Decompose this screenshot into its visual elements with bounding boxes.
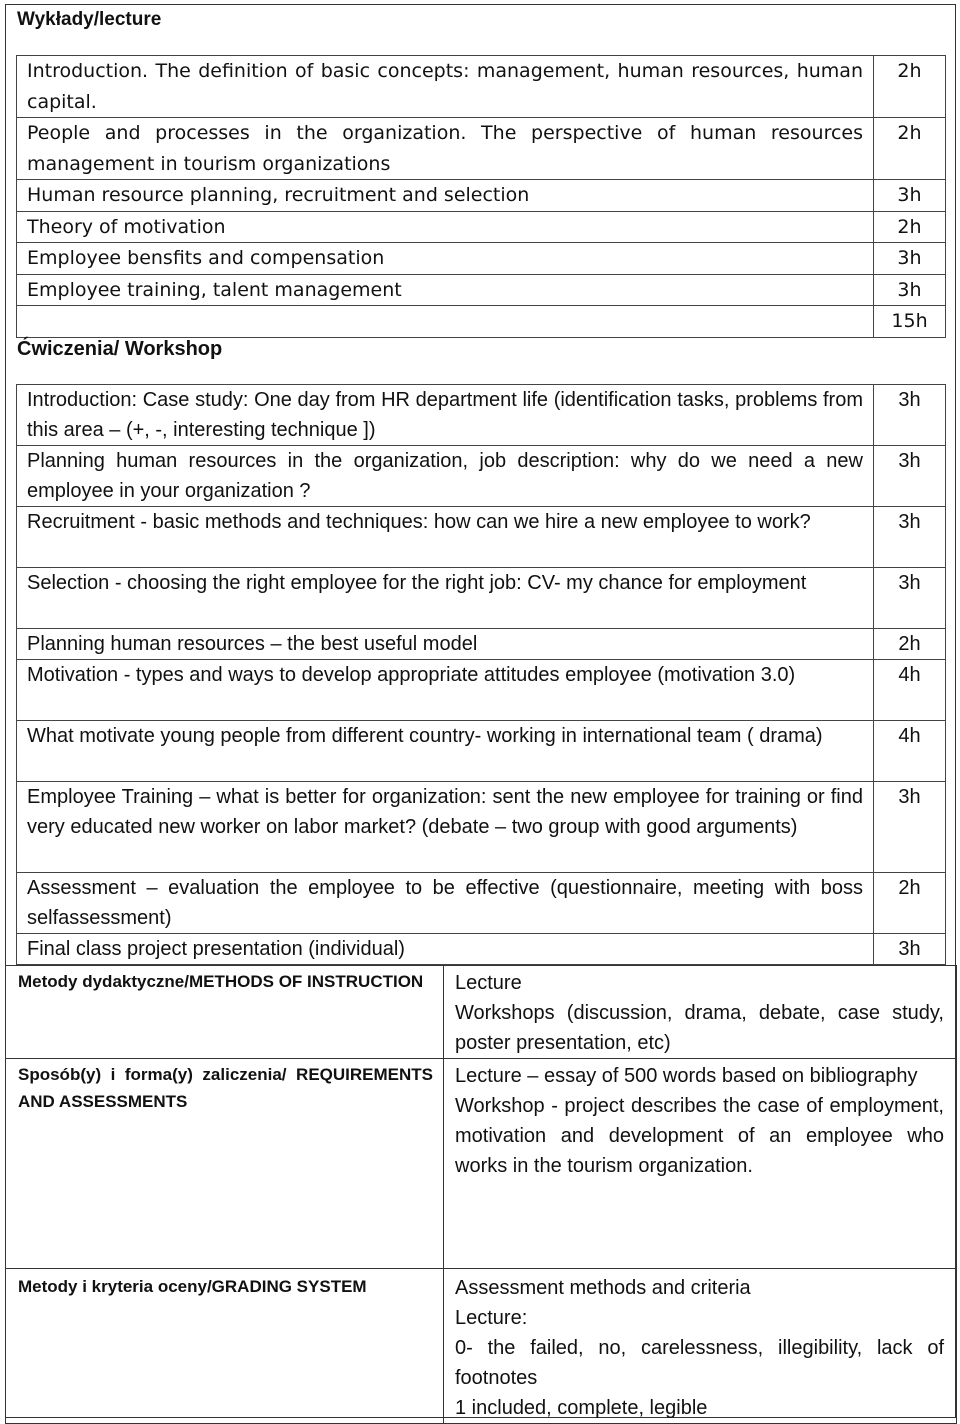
syllabus-info-table [5, 965, 957, 1424]
table-row [17, 782, 946, 873]
workshop-topic: Planning human resources – the best useful model [17, 629, 874, 660]
workshop-topic: Employee Training – what is better for organization: sent the new employee for training or find very educated new worker on labor market? (debate – two group with good arguments) [17, 782, 874, 873]
table-row [17, 507, 946, 568]
lecture-total-label [17, 306, 874, 338]
workshop-hours: 3h [874, 934, 946, 965]
table-row [17, 180, 946, 212]
workshop-hours: 4h [874, 660, 946, 721]
workshop-topic: Recruitment - basic methods and techniques: how can we hire a new employee to work? [17, 507, 874, 568]
lecture-hours: 2h [874, 56, 946, 118]
grading-line: 1 included, complete, legible [455, 1397, 708, 1419]
workshop-hours: 2h [874, 629, 946, 660]
lecture-hours: 3h [874, 180, 946, 212]
lecture-hours: 2h [874, 118, 946, 180]
table-row [17, 934, 946, 965]
workshop-topic: What motivate young people from different country- working in international team ( drama) [17, 721, 874, 782]
workshops-table [16, 384, 946, 965]
grading-line: 0- the failed, no, carelessness, illegibility, lack of footnotes [455, 1337, 944, 1389]
lecture-topic: Employee bensfits and compensation [17, 243, 874, 275]
workshop-topic: Introduction: Case study: One day from HR department life (identification tasks, problems from this area – (+, -, interesting technique ]) [17, 385, 874, 446]
lecture-hours: 2h [874, 211, 946, 243]
table-row [17, 660, 946, 721]
workshop-hours: 3h [874, 782, 946, 873]
table-row [17, 118, 946, 180]
lecture-topic: Theory of motivation [17, 211, 874, 243]
grading-label: Metody i kryteria oceny/GRADING SYSTEM [6, 1269, 444, 1424]
workshop-topic: Motivation - types and ways to develop appropriate attitudes employee (motivation 3.0) [17, 660, 874, 721]
grading-line: Lecture: [455, 1307, 528, 1329]
workshop-topic: Final class project presentation (individual) [17, 934, 874, 965]
methods-line: Workshops (discussion, drama, debate, case study, poster presentation, etc) [455, 1002, 944, 1054]
lecture-hours: 3h [874, 243, 946, 275]
workshop-hours: 3h [874, 385, 946, 446]
requirements-value [444, 1059, 957, 1269]
requirements-label: Sposób(y) i forma(y) zaliczenia/ REQUIREMENTS AND ASSESSMENTS [6, 1059, 444, 1269]
methods-value [444, 966, 957, 1059]
grading-row [6, 1269, 957, 1424]
table-row [17, 306, 946, 338]
methods-row [6, 966, 957, 1059]
table-row [17, 274, 946, 306]
workshop-hours: 3h [874, 507, 946, 568]
workshop-topic: Selection - choosing the right employee for the right job: CV- my chance for employment [17, 568, 874, 629]
methods-line: Lecture [455, 972, 522, 994]
requirements-line: Lecture – essay of 500 words based on bibliography [455, 1065, 918, 1087]
methods-label: Metody dydaktyczne/METHODS OF INSTRUCTION [6, 966, 444, 1059]
lecture-hours: 3h [874, 274, 946, 306]
requirements-row [6, 1059, 957, 1269]
workshop-hours: 3h [874, 568, 946, 629]
table-row [17, 568, 946, 629]
lecture-total-hours: 15h [874, 306, 946, 338]
workshop-hours: 3h [874, 446, 946, 507]
requirements-line: Workshop - project describes the case of employment, motivation and development of an employee who works in the tourism organization. [455, 1095, 944, 1177]
lectures-table [16, 55, 946, 338]
table-row [17, 385, 946, 446]
lectures-heading: Wykłady/lecture [17, 9, 162, 30]
workshop-topic: Assessment – evaluation the employee to be effective (questionnaire, meeting with boss selfassessment) [17, 873, 874, 934]
table-row [17, 873, 946, 934]
lecture-topic: Human resource planning, recruitment and selection [17, 180, 874, 212]
lecture-topic: People and processes in the organization. The perspective of human resources management in tourism organizations [17, 118, 874, 180]
workshop-hours: 4h [874, 721, 946, 782]
table-row [17, 446, 946, 507]
table-row [17, 211, 946, 243]
table-row [17, 629, 946, 660]
workshops-heading: Ćwiczenia/ Workshop [17, 338, 223, 360]
grading-value [444, 1269, 957, 1424]
grading-line: Assessment methods and criteria [455, 1277, 751, 1299]
table-row [17, 721, 946, 782]
table-row [17, 56, 946, 118]
table-row [17, 243, 946, 275]
lecture-topic: Employee training, talent management [17, 274, 874, 306]
workshop-hours: 2h [874, 873, 946, 934]
workshop-topic: Planning human resources in the organization, job description: why do we need a new employee in your organization ? [17, 446, 874, 507]
lecture-topic: Introduction. The definition of basic concepts: management, human resources, human capital. [17, 56, 874, 118]
